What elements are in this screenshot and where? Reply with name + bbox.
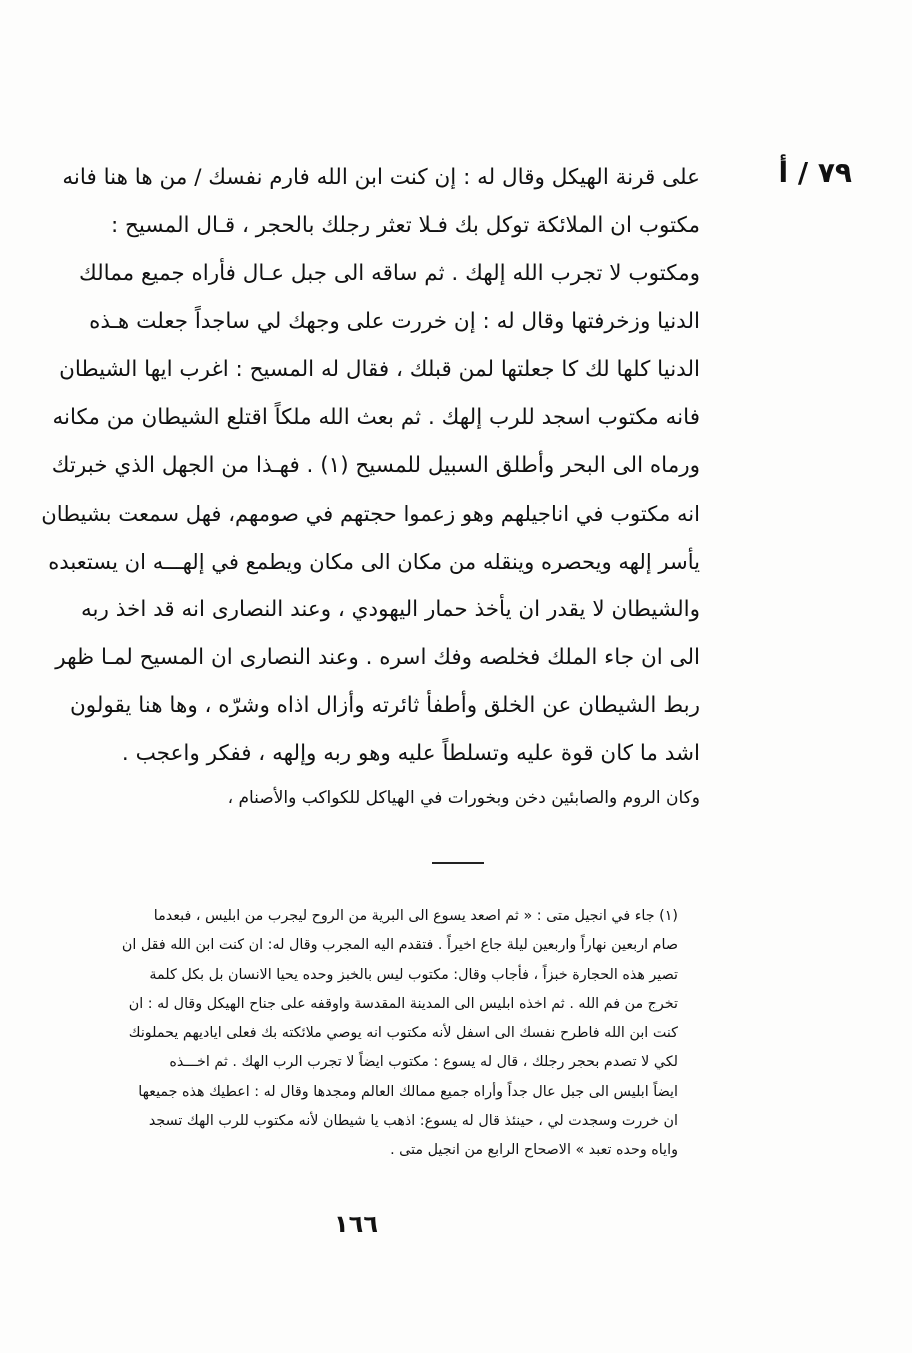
footnote-line: تخرج من فم الله . ثم اخذه ابليس الى المدينة المقدسة واوقفه على جناح الهيكل وقال له : ان: [128, 995, 678, 1012]
footnote-line: كنت ابن الله فاطرح نفسك الى اسفل لأنه مكتوب انه يوصي ملائكته بك فعلى اياديهم يحملونك: [128, 1025, 678, 1042]
main-text-block: [40, 154, 700, 778]
main-text-line: والشيطان لا يقدر ان يأخذ حمار اليهودي ، وعند النصارى انه قد اخذ ربه: [81, 597, 700, 622]
footnote-line: ان خررت وسجدت لي ، حينئذ قال له يسوع: اذهب يا شيطان لأنه مكتوب للرب الهك تسجد: [148, 1113, 678, 1130]
footnote-block: [32, 902, 678, 1166]
footnote-line: لكي لا تصدم بحجر رجلك ، قال له يسوع : مكتوب ايضاً لا تجرب الرب الهك . ثم اخـــذه: [169, 1054, 678, 1071]
main-text-line: يأسر إلهه ويحصره وينقله من مكان الى مكان ويطمع في إلهـــه ان يستعبده: [48, 549, 700, 574]
main-text-line: الدنيا كلها لك كا جعلتها لمن قبلك ، فقال له المسيح : اغرب ايها الشيطان: [59, 357, 700, 382]
main-text-line: ربط الشيطان عن الخلق وأطفأ ثائرته وأزال اذاه وشرّه ، وها هنا يقولون: [69, 693, 700, 718]
main-text-line: مكتوب ان الملائكة توكل بك فـلا تعثر رجلك بالحجر ، قـال المسيح :: [110, 213, 700, 238]
footnote-line: (١) جاء في انجيل متى : « ثم اصعد يسوع الى البرية من الروح ليجرب من ابليس ، فبعدما: [153, 908, 678, 924]
main-text-line: الى ان جاء الملك فخلصه وفك اسره . وعند النصارى ان المسيح لمـا ظهر: [55, 645, 700, 670]
main-text-line: انه مكتوب في اناجيلهم وهو زعموا حجتهم في صومهم، فهل سمعت بشيطان: [41, 501, 700, 526]
main-text-line: ومكتوب لا تجرب الله إلهك . ثم ساقه الى جبل عـال فأراه جميع ممالك: [79, 261, 700, 286]
footnote-separator: [432, 862, 484, 864]
main-text-line: اشد ما كان قوة عليه وتسلطاً عليه وهو ربه وإلهه ، ففكر واعجب .: [121, 741, 700, 766]
main-text-line: فانه مكتوب اسجد للرب إلهك . ثم بعث الله ملكاً اقتلع الشيطان من مكانه: [52, 405, 700, 430]
footnote-line: تصير هذه الحجارة خبزاً ، فأجاب وقال: مكتوب ليس بالخبز وحده يحيا الانسان بل بكل كلمة: [149, 966, 678, 983]
closing-paragraph-line: وكان الروم والصابئين دخن وبخورات في الهياكل للكواكب والأصنام ،: [227, 788, 700, 808]
footnote-line: ايضاً ابليس الى جبل عال جداً وأراه جميع ممالك العالم ومجدها وقال له : اعطيك هذه جميعها: [138, 1083, 678, 1100]
page-number: ١٦٦: [334, 1210, 378, 1238]
main-text-line: الدنيا وزخرفتها وقال له : إن خررت على وجهك لي ساجداً جعلت هـذه: [89, 309, 700, 334]
folio-marker: ٧٩ / أ: [778, 156, 852, 189]
footnote-line: واياه وحده تعبد » الاصحاح الرابع من انجيل متى .: [390, 1142, 678, 1159]
main-text-line: ورماه الى البحر وأطلق السبيل للمسيح (١) . فهـذا من الجهل الذي خبرتك: [51, 453, 700, 478]
footnote-line: صام اربعين نهاراً واربعين ليلة جاع اخيراً . فتقدم اليه المجرب وقال له: ان كنت ابن الله فقل ان: [121, 937, 678, 954]
main-text-line: على قرنة الهيكل وقال له : إن كنت ابن الله فارم نفسك / من ها هنا فانه: [62, 165, 700, 190]
